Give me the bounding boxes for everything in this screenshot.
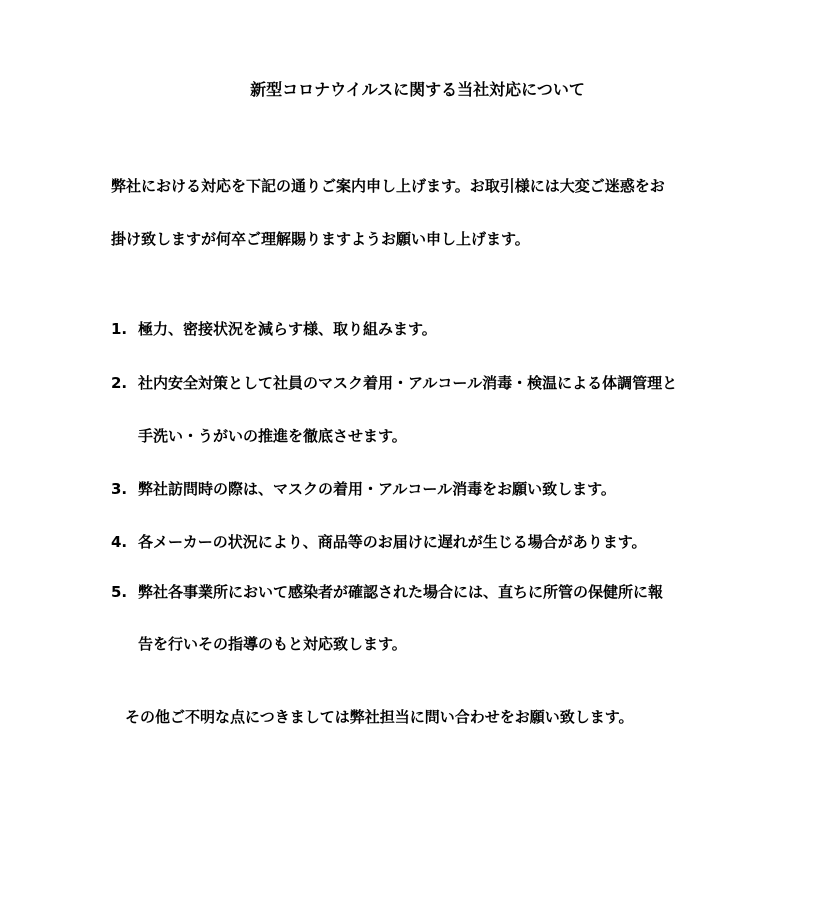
intro-line-2: 掛け致しますが何卒ご理解賜りますようお願い申し上げます。 (111, 230, 530, 248)
list-item-text: 社内安全対策として社員のマスク着用・アルコール消毒・検温による体調管理と (138, 374, 678, 392)
closing-note: その他ご不明な点につきましては弊社担当に問い合わせをお願い致します。 (125, 708, 634, 726)
list-item-text: 弊社各事業所において感染者が確認された場合には、直ちに所管の保健所に報 (138, 583, 664, 601)
list-item-number: 2. (111, 374, 128, 392)
list-item-2 (111, 373, 677, 393)
list-item-number: 3. (111, 480, 128, 498)
list-item-2-continuation: 手洗い・うがいの推進を徹底させます。 (138, 427, 407, 445)
list-item-4 (111, 532, 647, 552)
intro-line-1: 弊社における対応を下記の通りご案内申し上げます。お取引様には大変ご迷惑をお (111, 177, 665, 195)
list-item-number: 5. (111, 583, 128, 601)
list-item-number: 4. (111, 533, 128, 551)
list-item-5 (111, 582, 663, 602)
document-title: 新型コロナウイルスに関する当社対応について (250, 80, 585, 99)
list-item-text: 弊社訪問時の際は、マスクの着用・アルコール消毒をお願い致します。 (138, 480, 616, 498)
list-item-1 (111, 319, 437, 339)
list-item-3 (111, 479, 616, 499)
list-item-number: 1. (111, 320, 128, 338)
list-item-text: 各メーカーの状況により、商品等のお届けに遅れが生じる場合があります。 (138, 533, 647, 551)
list-item-5-continuation: 告を行いその指導のもと対応致します。 (138, 635, 407, 653)
list-item-text: 極力、密接状況を減らす様、取り組みます。 (138, 320, 437, 338)
